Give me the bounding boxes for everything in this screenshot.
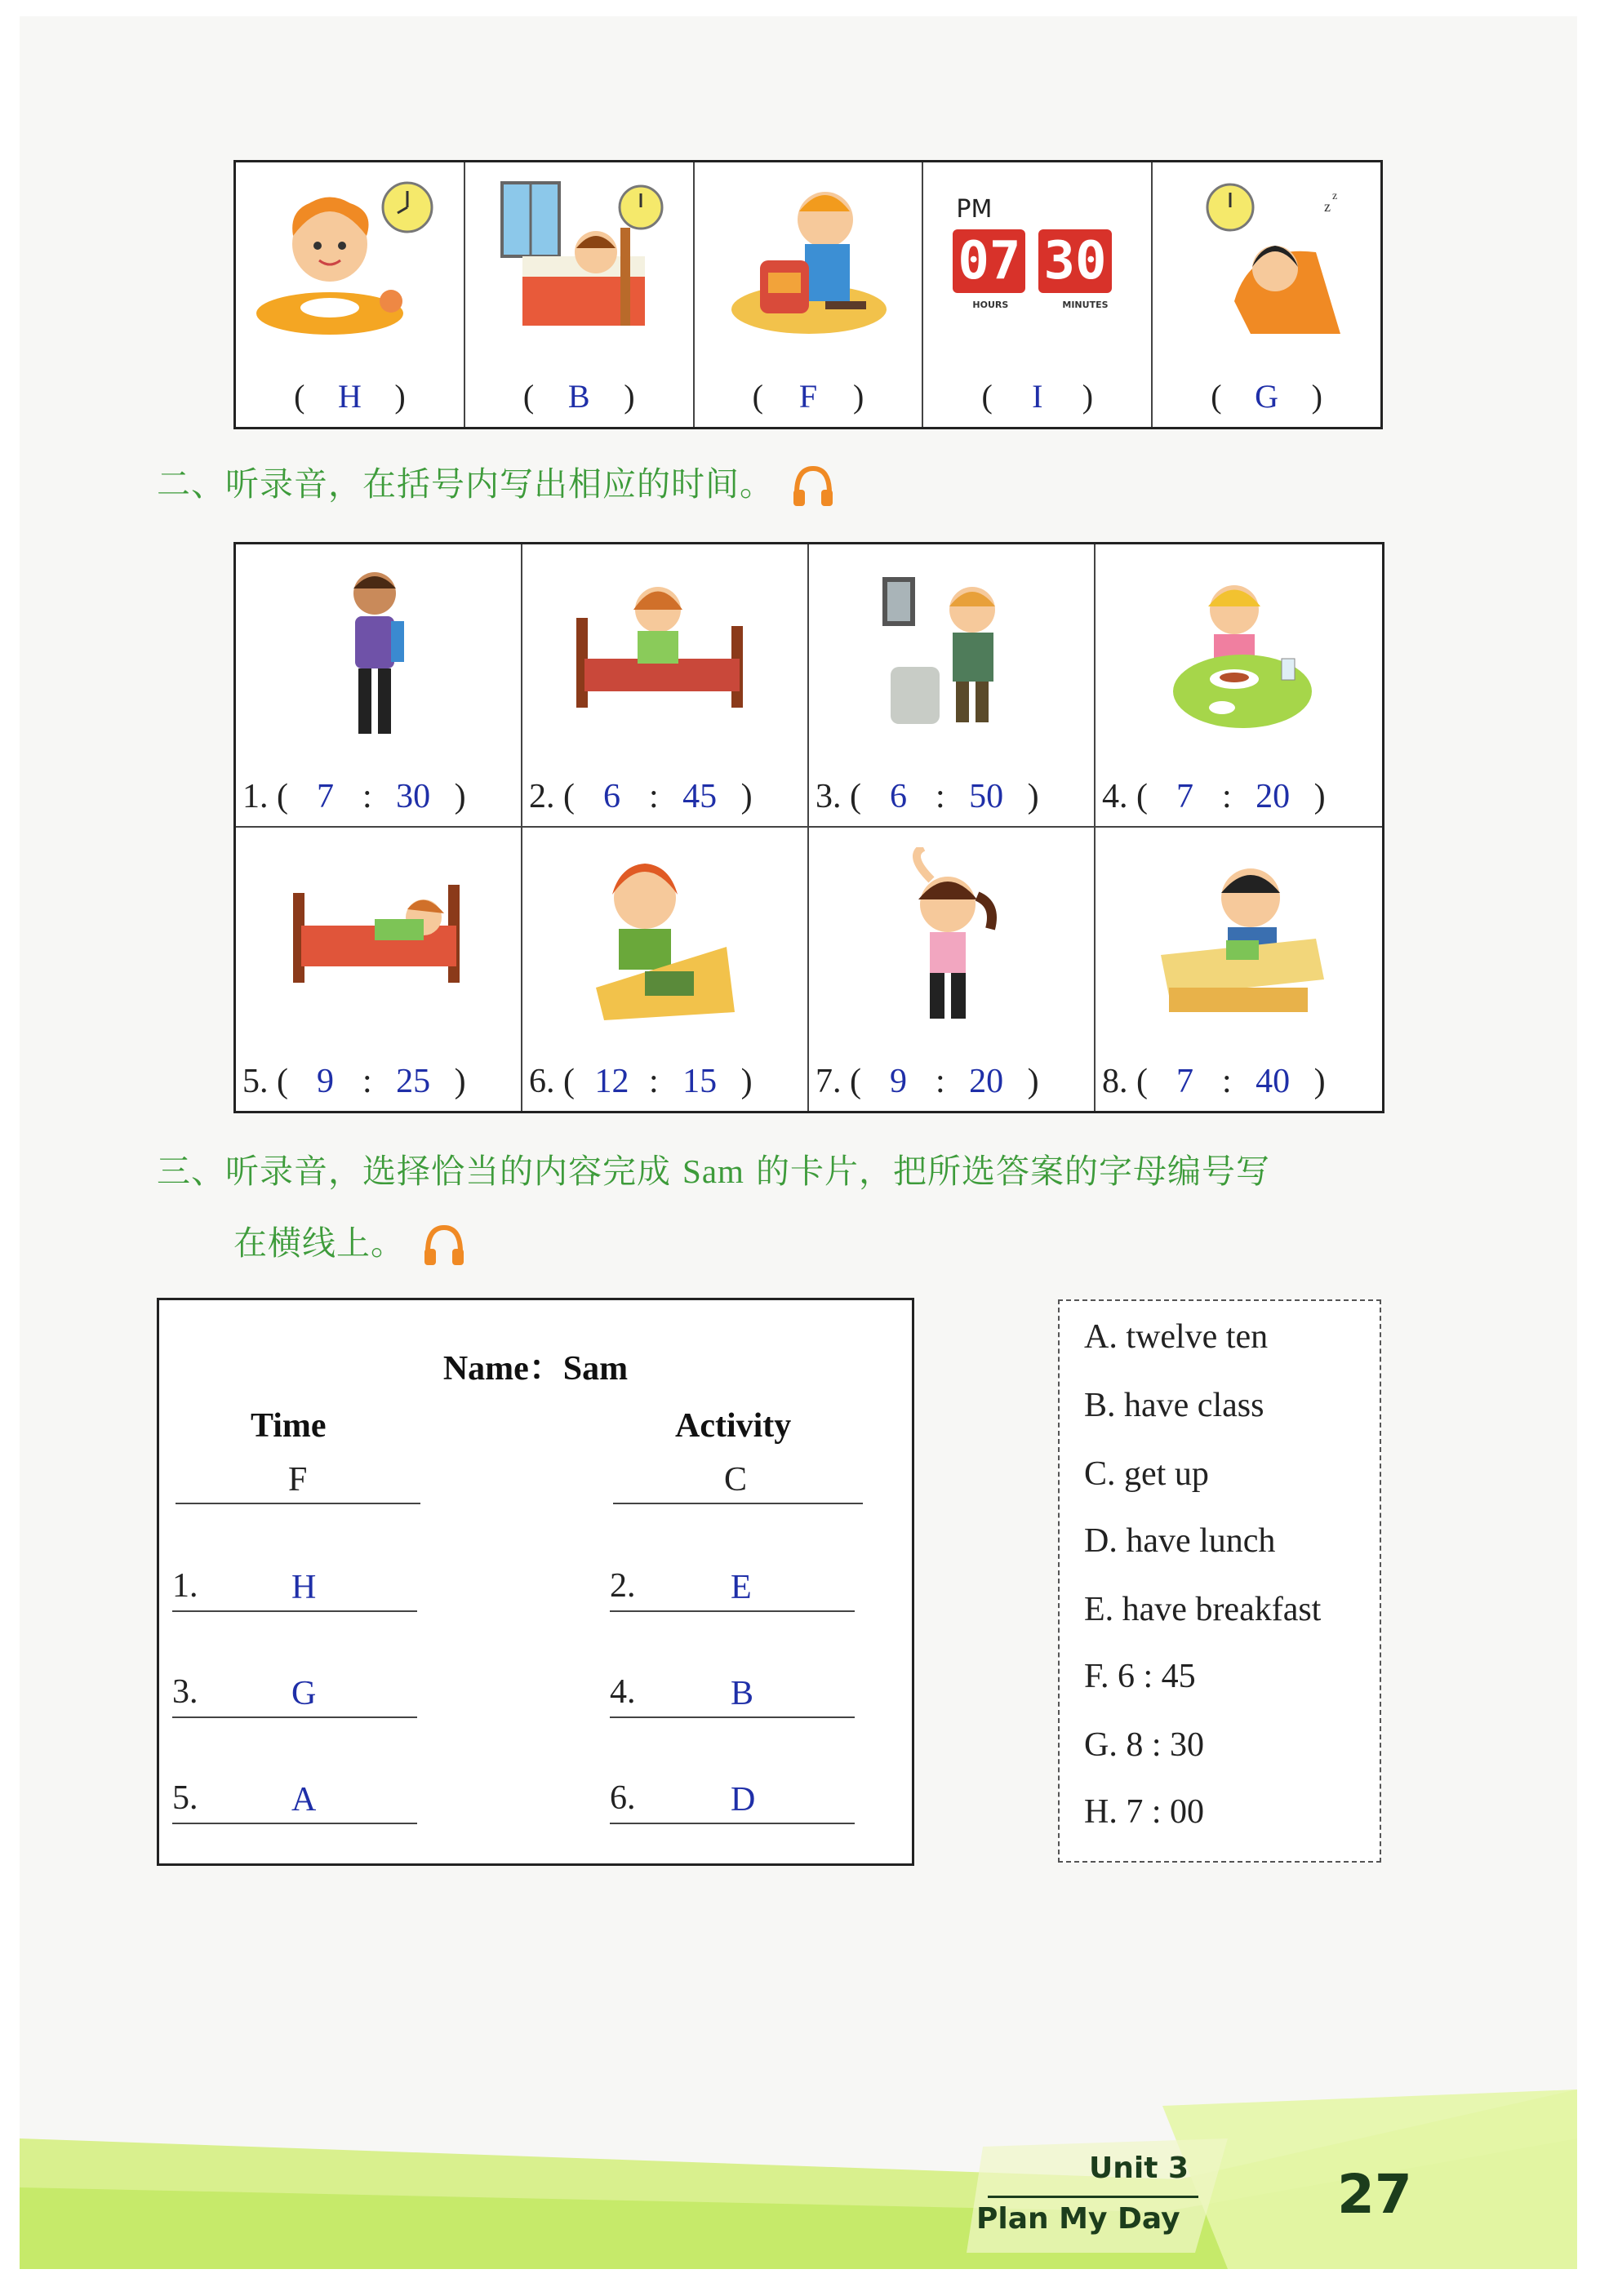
svg-text:z: z — [1332, 190, 1338, 202]
answer-value[interactable]: F — [798, 378, 818, 415]
answer-number: 2. — [610, 1567, 636, 1605]
section-2-heading — [157, 457, 836, 509]
section-3-heading-sam: Sam — [682, 1152, 744, 1190]
time-answer-4: 4. ( 7 : 20 ) — [1102, 778, 1326, 815]
time-answer-1: 1. ( 7 : 30 ) — [242, 778, 466, 815]
unit-divider — [988, 2196, 1198, 2198]
answer-minute[interactable]: 40 — [1256, 1063, 1291, 1100]
time-answer-8: 8. ( 7 : 40 ) — [1102, 1063, 1326, 1100]
answer-number: 4. — [610, 1673, 636, 1711]
answer-letter[interactable]: G — [291, 1675, 317, 1712]
time-answer-5: 5. ( 9 : 25 ) — [242, 1063, 466, 1100]
answer-minute[interactable]: 50 — [969, 778, 1004, 815]
time-cell-4 — [1096, 544, 1382, 828]
example-activity-value: C — [724, 1461, 748, 1499]
answer-value[interactable]: I — [1032, 378, 1043, 415]
girl-sleeping-illustration — [1202, 179, 1365, 342]
option-e: E. have breakfast — [1084, 1591, 1322, 1628]
answer-letter[interactable]: A — [291, 1781, 317, 1819]
answer-number: 3. — [172, 1673, 198, 1711]
time-cell-3 — [809, 544, 1096, 828]
option-g: G. 8 : 30 — [1084, 1726, 1204, 1764]
time-answer-6: 6. ( 12 : 15 ) — [529, 1063, 753, 1100]
item-number: 2. — [529, 778, 555, 815]
section-3-heading-text-3: 在横线上。 — [233, 1223, 405, 1263]
answer-hour[interactable]: 7 — [317, 778, 334, 815]
option-h: H. 7 : 00 — [1084, 1793, 1204, 1831]
answer-slot-1 — [172, 1561, 417, 1612]
answer-options-box — [1058, 1299, 1381, 1863]
clock-hours: 07 — [953, 229, 1025, 293]
option-c: C. get up — [1084, 1455, 1209, 1493]
boy-brushing-teeth-illustration — [874, 569, 1021, 732]
boy-reading-book-illustration — [1153, 849, 1332, 1020]
time-cell-1 — [236, 544, 522, 828]
girl-stretching-in-bed-illustration — [568, 577, 756, 716]
option-a: A. twelve ten — [1084, 1318, 1269, 1356]
answer-bracket-2: ( B ) — [522, 378, 635, 415]
answer-minute[interactable]: 25 — [396, 1063, 431, 1100]
boy-getting-up-illustration — [498, 179, 678, 342]
match-cell-5 — [1153, 162, 1380, 427]
time-cell-7 — [809, 828, 1096, 1111]
unit-label: Unit 3 — [1089, 2152, 1189, 2185]
answer-hour[interactable]: 7 — [1176, 778, 1193, 815]
girl-exercising-illustration — [882, 847, 1013, 1027]
match-cell-1 — [236, 162, 465, 427]
answer-hour[interactable]: 6 — [890, 778, 907, 815]
picture-match-table — [233, 160, 1383, 429]
clock-hours-caption: HOURS — [972, 300, 1009, 310]
page-number: 27 — [1337, 2163, 1412, 2226]
sam-schedule-card — [157, 1298, 914, 1866]
answer-bracket-3: ( F ) — [752, 378, 864, 415]
example-time-value: F — [288, 1461, 308, 1499]
time-cell-6 — [522, 828, 809, 1111]
clock-pm-label: PM — [956, 195, 993, 224]
unit-title: Plan My Day — [976, 2202, 1180, 2236]
time-cell-5 — [236, 828, 522, 1111]
answer-minute[interactable]: 20 — [1256, 778, 1291, 815]
answer-slot-5 — [172, 1774, 417, 1824]
time-listening-grid — [233, 542, 1384, 1113]
time-answer-3: 3. ( 6 : 50 ) — [816, 778, 1039, 815]
boy-packing-schoolbag-illustration — [727, 179, 899, 342]
section-3-heading — [157, 1144, 1270, 1192]
answer-number: 6. — [610, 1779, 636, 1817]
answer-number: 1. — [172, 1567, 198, 1605]
answer-bracket-4: ( I ) — [981, 378, 1094, 415]
example-activity-slot — [613, 1454, 863, 1504]
headphones-icon[interactable] — [421, 1223, 467, 1268]
boy-with-backpack-illustration — [334, 564, 416, 744]
answer-slot-4 — [610, 1668, 855, 1718]
girl-eating-dinner-illustration — [1169, 569, 1316, 732]
answer-minute[interactable]: 15 — [682, 1063, 718, 1100]
option-f: F. 6 : 45 — [1084, 1658, 1196, 1695]
answer-hour[interactable]: 9 — [317, 1063, 334, 1100]
item-number: 1. — [242, 778, 269, 815]
section-3-heading-line-2 — [233, 1216, 467, 1268]
time-answer-7: 7. ( 9 : 20 ) — [816, 1063, 1039, 1100]
item-number: 7. — [816, 1063, 842, 1100]
card-title: Name：Sam — [442, 1350, 629, 1388]
clock-minutes: 30 — [1038, 229, 1111, 293]
time-cell-8 — [1096, 828, 1382, 1111]
activity-column-header: Activity — [675, 1407, 792, 1445]
svg-text:z: z — [1324, 198, 1331, 215]
example-time-slot — [176, 1454, 420, 1504]
answer-slot-3 — [172, 1668, 417, 1718]
item-number: 5. — [242, 1063, 269, 1100]
item-number: 3. — [816, 778, 842, 815]
answer-value[interactable]: H — [337, 378, 362, 415]
match-cell-4 — [923, 162, 1153, 427]
section-3-heading-text-2: 的卡片，把所选答案的字母编号写 — [756, 1152, 1270, 1191]
boy-eating-lunch-illustration — [580, 849, 743, 1020]
item-number: 4. — [1102, 778, 1128, 815]
answer-number: 5. — [172, 1779, 198, 1817]
answer-letter[interactable]: B — [731, 1675, 754, 1712]
girl-sleeping-in-bed-illustration — [285, 868, 473, 991]
answer-letter[interactable]: E — [731, 1569, 752, 1606]
answer-bracket-1: ( H ) — [294, 378, 406, 415]
time-answer-2: 2. ( 6 : 45 ) — [529, 778, 753, 815]
answer-letter[interactable]: D — [731, 1781, 756, 1819]
item-number: 8. — [1102, 1063, 1128, 1100]
girl-eating-breakfast-illustration — [252, 179, 440, 342]
time-column-header: Time — [251, 1407, 327, 1445]
headphones-icon[interactable] — [790, 464, 836, 509]
flip-clock — [953, 229, 1111, 293]
clock-minutes-caption: MINUTES — [1062, 300, 1109, 310]
answer-hour[interactable]: 6 — [603, 778, 620, 815]
answer-minute[interactable]: 45 — [682, 778, 718, 815]
match-cell-3 — [695, 162, 924, 427]
answer-minute[interactable]: 30 — [396, 778, 431, 815]
option-b: B. have class — [1084, 1387, 1264, 1424]
answer-bracket-5: ( G ) — [1211, 378, 1322, 415]
time-cell-2 — [522, 544, 809, 828]
match-cell-2 — [465, 162, 695, 427]
answer-minute[interactable]: 20 — [969, 1063, 1004, 1100]
answer-hour[interactable]: 12 — [594, 1063, 629, 1100]
answer-value[interactable]: G — [1255, 378, 1279, 415]
option-d: D. have lunch — [1084, 1522, 1276, 1560]
item-number: 6. — [529, 1063, 555, 1100]
answer-slot-6 — [610, 1774, 855, 1824]
answer-letter[interactable]: H — [291, 1569, 317, 1606]
answer-hour[interactable]: 7 — [1176, 1063, 1193, 1100]
section-3-heading-text-1: 三、听录音，选择恰当的内容完成 — [157, 1152, 671, 1191]
answer-slot-2 — [610, 1561, 855, 1612]
answer-value[interactable]: B — [567, 378, 590, 415]
section-2-heading-text: 二、听录音，在括号内写出相应的时间。 — [157, 464, 774, 504]
answer-hour[interactable]: 9 — [890, 1063, 907, 1100]
